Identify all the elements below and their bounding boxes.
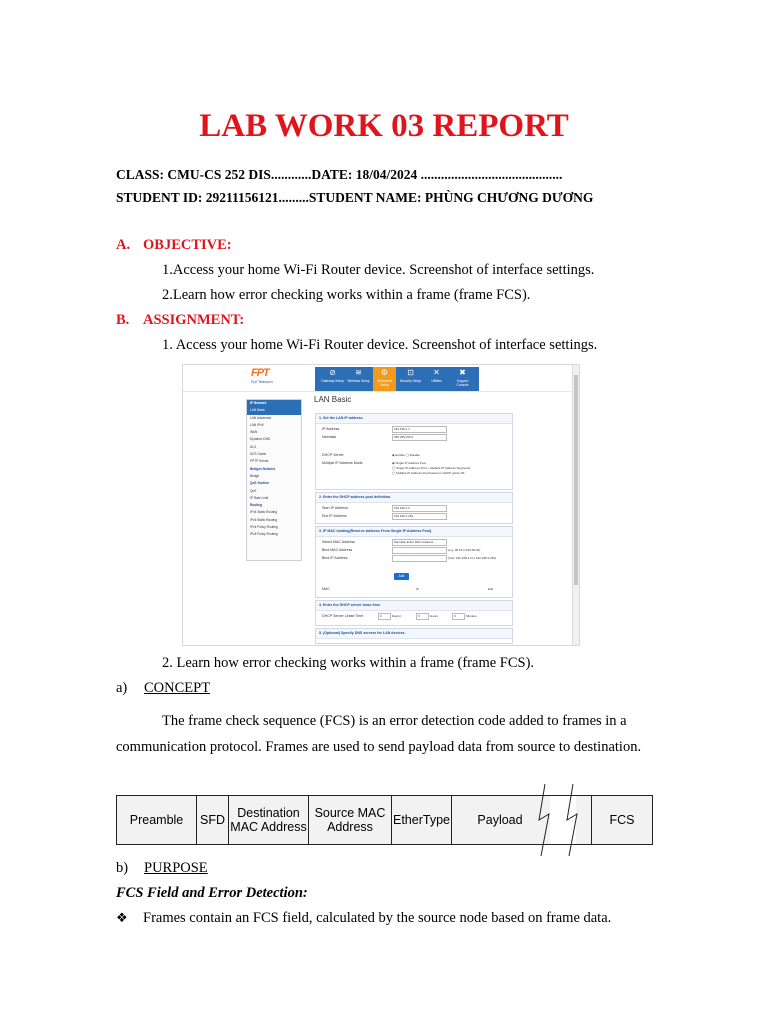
- bind-ip-input[interactable]: [392, 555, 447, 562]
- bullet-text: Frames contain an FCS field, calculated by the source node based on frame data.: [143, 910, 612, 926]
- panel-title: 5. (Optional) Specify DNS servers for LAN devices.: [316, 629, 512, 639]
- mode-radio-3[interactable]: ◯ Multiple IP Address Pool based on DHCP option 60: [392, 471, 465, 475]
- bind-ip-label: Bind IP Address: [322, 556, 348, 560]
- fpt-logo-text: Fpt Telecom: [251, 379, 273, 384]
- add-button[interactable]: Add: [394, 573, 409, 580]
- router-header: [183, 365, 573, 392]
- subsection-b-heading: [116, 860, 208, 877]
- dhcp-radio[interactable]: ◉ Enable ◯ Disable: [392, 453, 420, 457]
- sidebar-item[interactable]: WAN: [250, 430, 258, 435]
- panel-title: 3. IP MAC binding(Reserve Address From Single IP Address Pool).: [316, 527, 512, 537]
- nav-advanced-setup[interactable]: ⚙ Advanced Setup: [373, 367, 396, 391]
- sidebar-item[interactable]: QoS Section: [250, 481, 269, 486]
- hours-input[interactable]: 0: [416, 613, 429, 620]
- gear-icon: ⚙: [380, 368, 389, 377]
- sidebar-item[interactable]: ACS Game: [250, 452, 267, 457]
- frame-field-payload: Payload: [477, 813, 523, 827]
- subsection-a-label: a): [116, 680, 128, 696]
- bind-mac-label: Bind MAC Address: [322, 548, 353, 552]
- sidebar-item[interactable]: LAN Basic: [247, 407, 301, 414]
- dhcp-label: DHCP Server: [322, 453, 344, 457]
- sidebar-item[interactable]: Routing: [250, 503, 263, 508]
- assignment-item-2: 2. Learn how error checking works within a frame (frame FCS).: [162, 655, 535, 671]
- panel-title: 4. Enter the DHCP server lease time.: [316, 601, 512, 611]
- sidebar-item[interactable]: IP Rate Limit: [250, 495, 269, 500]
- router-sidebar: [246, 399, 302, 561]
- days-input[interactable]: 0: [378, 613, 391, 620]
- check-circle-icon: ⊘: [329, 368, 336, 377]
- sidebar-item[interactable]: LAN IPv6: [250, 422, 264, 427]
- sidebar-item[interactable]: QoS: [250, 488, 257, 493]
- mode-radio-1[interactable]: ◉ Single IP Address Pool: [392, 461, 426, 465]
- nav-gateway-setup[interactable]: ⊘ Gateway Setup: [321, 368, 344, 383]
- frame-field-ethertype: EtherType: [392, 796, 452, 844]
- end-ip-label: End IP Address: [322, 514, 347, 518]
- dns-panel: [315, 628, 513, 644]
- start-ip-input[interactable]: 192.168.1.2: [392, 505, 447, 512]
- assignment-item-1: 1. Access your home Wi-Fi Router device. Screenshot of interface settings.: [162, 337, 598, 353]
- frame-break-marks: [537, 784, 597, 856]
- col-ip: IP: [416, 587, 419, 591]
- section-b-title: ASSIGNMENT:: [143, 312, 245, 328]
- nav-utilities[interactable]: ✕ Utilities: [425, 367, 448, 391]
- lock-icon: ⊡: [407, 368, 414, 377]
- nav-support-console[interactable]: ✖ Support Console: [451, 367, 474, 391]
- netmask-input[interactable]: 255.255.255.0: [392, 434, 447, 441]
- sidebar-item[interactable]: LAN Advanced: [250, 415, 272, 420]
- student-line: STUDENT ID: 29211156121.........STUDENT NAME: PHÙNG CHƯƠNG DƯƠNG: [116, 190, 594, 205]
- bind-mac-input[interactable]: [392, 547, 447, 554]
- ip-label: IP Address: [322, 427, 340, 431]
- end-ip-input[interactable]: 192.168.1.254: [392, 513, 447, 520]
- panel-title: 2. Enter the DHCP address pool definition.: [316, 493, 512, 503]
- lease-time-panel: [315, 600, 513, 626]
- mac-binding-panel: [315, 526, 513, 598]
- netmask-label: Netmask: [322, 435, 337, 439]
- fpt-logo: [251, 367, 283, 384]
- report-title: LAB WORK 03 REPORT: [199, 108, 569, 144]
- sidebar-item[interactable]: IPv4 Static Routing: [250, 510, 278, 515]
- sidebar-item[interactable]: IPv6 Static Routing: [250, 517, 278, 522]
- frame-field-src-mac: Source MAC Address: [309, 796, 392, 844]
- nav-security-setup[interactable]: ⊡ Security Setup: [399, 368, 422, 383]
- section-b-heading: [116, 312, 244, 329]
- objective-item-1: 1.Access your home Wi-Fi Router device. Screenshot of interface settings.: [162, 262, 595, 278]
- concept-paragraph: The frame check sequence (FCS) is an error detection code added to frames in a communication protocol. Frames are used to send payload data from source to destination.: [116, 713, 642, 755]
- subsection-b-title: PURPOSE: [144, 860, 208, 876]
- bind-mac-hint: (e.g. 00:16:CT:00:00:00): [448, 548, 481, 552]
- screenshot-scrollbar[interactable]: [572, 365, 579, 645]
- frame-field-dest-mac: Destination MAC Address: [229, 796, 309, 844]
- panel-title: 1. Set the LAN IP address.: [316, 414, 512, 424]
- frame-field-preamble: Preamble: [117, 796, 197, 844]
- subsection-a-title: CONCEPT: [144, 680, 211, 696]
- sidebar-item[interactable]: IPv6 Policy Routing: [250, 532, 278, 537]
- sidebar-item[interactable]: Dynamic DNS: [250, 437, 271, 442]
- bullet-item: [116, 910, 611, 927]
- subsection-a-heading: [116, 680, 210, 697]
- scrollbar-thumb[interactable]: [574, 375, 578, 585]
- router-nav: [315, 367, 479, 391]
- fcs-heading: FCS Field and Error Detection:: [116, 885, 308, 901]
- mode-label: Multiple IP Address Mode: [322, 461, 363, 465]
- section-a-title: OBJECTIVE:: [143, 237, 232, 253]
- router-screenshot: [182, 364, 580, 646]
- subsection-b-label: b): [116, 860, 129, 876]
- section-b-label: B.: [116, 312, 130, 328]
- section-a-label: A.: [116, 237, 131, 253]
- minutes-input[interactable]: 0: [452, 613, 465, 620]
- select-mac-label: Select MAC Address: [322, 540, 355, 544]
- start-ip-label: Start IP Address: [322, 506, 348, 510]
- ip-input[interactable]: 192.168.1.1: [392, 426, 447, 433]
- ethernet-frame-diagram: [116, 795, 653, 845]
- section-a-heading: [116, 237, 232, 254]
- sidebar-item[interactable]: IP Network: [247, 400, 301, 407]
- support-icon: ✖: [459, 368, 466, 377]
- nav-wireless-setup[interactable]: ≋ Wireless Setup: [347, 368, 370, 383]
- frame-field-fcs: FCS: [591, 796, 652, 844]
- days-unit: Day(s): [392, 614, 401, 618]
- diamond-bullet-icon: ❖: [116, 910, 128, 925]
- bind-ip-hint: (from 192.168.1.2 to 192.168.1.254): [448, 556, 497, 560]
- class-date-line: CLASS: CMU-CS 252 DIS............DATE: 18/04/2024 ..........................................: [116, 167, 563, 182]
- lan-basic-title: LAN Basic: [314, 395, 352, 404]
- objective-item-2: 2.Learn how error checking works within a frame (frame FCS).: [162, 287, 531, 303]
- sidebar-item[interactable]: ALG: [250, 444, 257, 449]
- fpt-logo-mark: FPT: [251, 367, 269, 379]
- tools-icon: ✕: [433, 368, 440, 377]
- col-mac: MAC: [322, 587, 330, 591]
- sidebar-item[interactable]: PPTP Server: [250, 459, 269, 464]
- minutes-unit: Minutes: [466, 614, 477, 618]
- wifi-icon: ≋: [355, 368, 362, 377]
- select-mac-dropdown[interactable]: Manually Enter MAC Address: [392, 539, 447, 546]
- col-edit: Edit: [488, 587, 494, 591]
- lease-label: DHCP Server Lease Time: [322, 614, 364, 618]
- frame-field-sfd: SFD: [197, 796, 229, 844]
- lan-ip-panel: [315, 413, 513, 490]
- hours-unit: Hours: [430, 614, 439, 618]
- sidebar-item[interactable]: Bridge: [250, 473, 260, 478]
- sidebar-item[interactable]: IPv4 Policy Routing: [250, 525, 278, 530]
- sidebar-item[interactable]: Bridges Network: [250, 466, 276, 471]
- mode-radio-2[interactable]: ◯ Single IP Address Pool + Multiple IP Address Segments: [392, 466, 471, 470]
- dhcp-pool-panel: [315, 492, 513, 524]
